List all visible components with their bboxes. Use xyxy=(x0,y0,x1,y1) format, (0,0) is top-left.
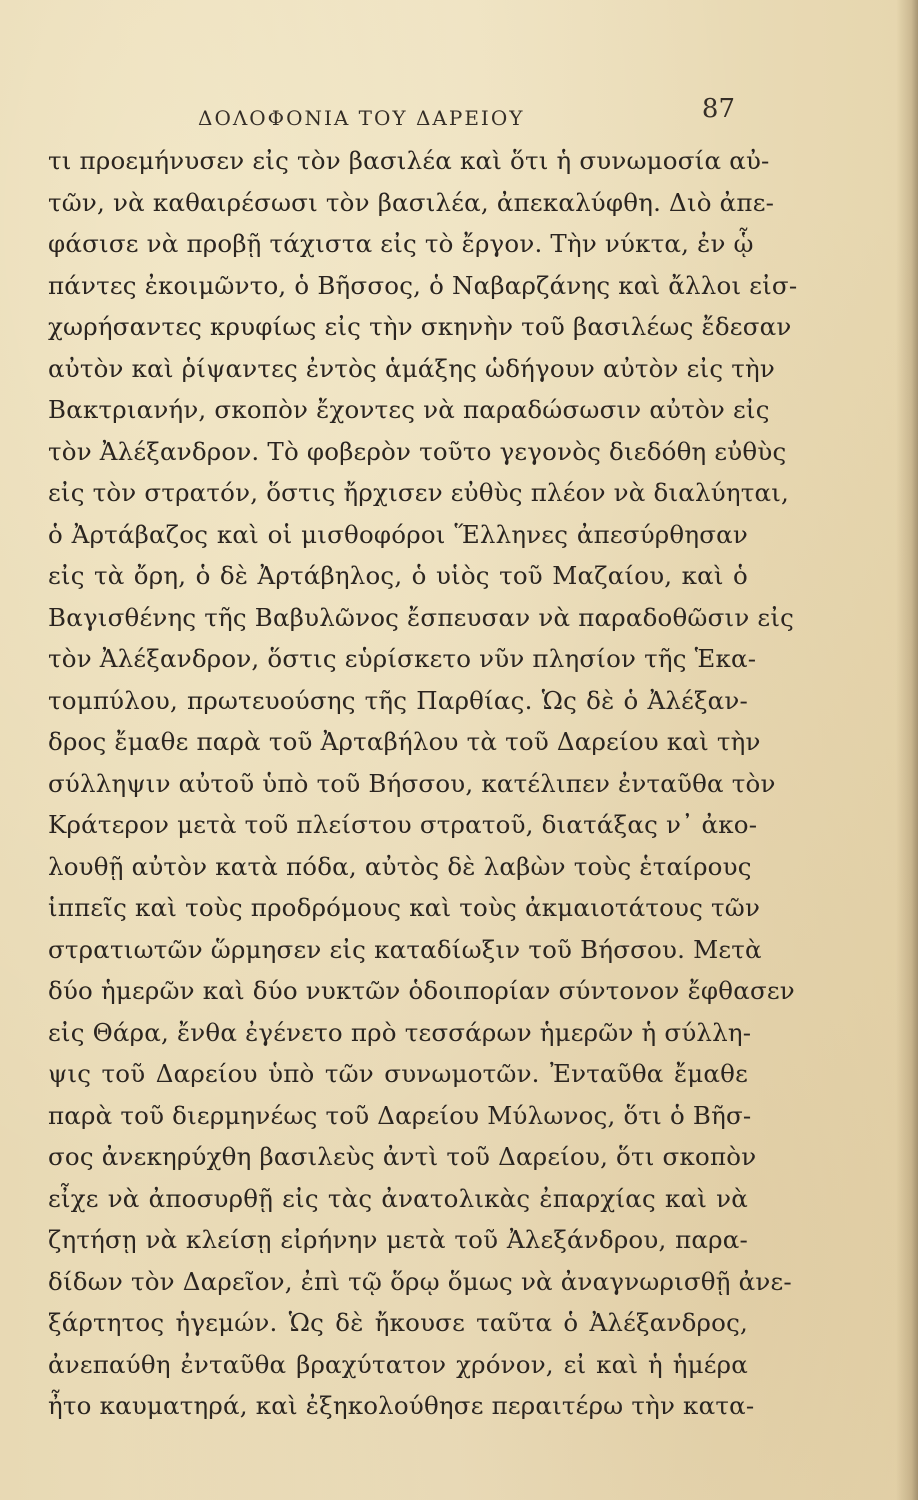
page-header xyxy=(180,94,735,140)
text-line: τῶν, νὰ καθαιρέσωσι τὸν βασιλέα, ἀπεκαλύφθη. Διὸ ἀπε- xyxy=(48,187,775,217)
page-number: 87 xyxy=(701,94,735,124)
text-line: ἀνεπαύθη ἐνταῦθα βραχύτατον χρόνον, εἰ καὶ ἡ ἡμέρα xyxy=(48,1349,748,1379)
text-line: λουθῇ αὐτὸν κατὰ πόδα, αὐτὸς δὲ λαβὼν τοὺς ἑταίρους xyxy=(48,851,752,881)
text-line: σύλληψιν αὐτοῦ ὑπὸ τοῦ Βήσσου, κατέλιπεν ἐνταῦθα τὸν xyxy=(48,768,776,798)
text-line: τὸν Ἀλέξανδρον, ὅστις εὑρίσκετο νῦν πλησίον τῆς Ἑκα- xyxy=(48,644,757,673)
text-line: Βαγισθένης τῆς Βαβυλῶνος ἔσπευσαν νὰ παραδοθῶσιν εἰς xyxy=(48,602,795,632)
text-line: εἰς τὸν στρατόν, ὅστις ἤρχισεν εὐθὺς πλέον νὰ διαλύηται, xyxy=(48,478,789,507)
text-line: δρος ἔμαθε παρὰ τοῦ Ἀρταβήλου τὰ τοῦ Δαρείου καὶ τὴν xyxy=(48,727,761,756)
text-line: εἰς Θάρα, ἔνθα ἐγένετο πρὸ τεσσάρων ἡμερῶν ἡ σύλλη- xyxy=(48,1017,752,1047)
text-line: ἦτο καυματηρά, καὶ ἐξηκολούθησε περαιτέρω τὴν κατα- xyxy=(48,1391,755,1420)
running-head: ΔΟΛΟΦΟΝΙΑ ΤΟΥ ΔΑΡΕΙΟΥ xyxy=(198,106,525,130)
text-line: παρὰ τοῦ διερμηνέως τοῦ Δαρείου Μύλωνος, ὅτι ὁ Βῆσ- xyxy=(48,1100,752,1130)
text-line: τὸν Ἀλέξανδρον. Τὸ φοβερὸν τοῦτο γεγονὸς διεδόθη εὐθὺς xyxy=(48,436,787,466)
text-line: ψις τοῦ Δαρείου ὑπὸ τῶν συνωμοτῶν. Ἐνταῦθα ἔμαθε xyxy=(48,1059,748,1088)
text-line: πάντες ἐκοιμῶντο, ὁ Βῆσσος, ὁ Ναβαρζάνης καὶ ἄλλοι εἰσ- xyxy=(48,270,798,300)
text-line: Κράτερον μετὰ τοῦ πλείστου στρατοῦ, διατάξας ν᾽ ἀκο- xyxy=(48,810,758,839)
text-line: δίδων τὸν Δαρεῖον, ἐπὶ τῷ ὅρῳ ὅμως νὰ ἀναγνωρισθῇ ἀνε- xyxy=(48,1266,792,1296)
text-line: χωρήσαντες κρυφίως εἰς τὴν σκηνὴν τοῦ βασιλέως ἔδεσαν xyxy=(48,312,792,341)
text-line: ζητήσῃ νὰ κλείσῃ εἰρήνην μετὰ τοῦ Ἀλεξάνδρου, παρα- xyxy=(48,1225,748,1254)
text-line: τι προεμήνυσεν εἰς τὸν βασιλέα καὶ ὅτι ἡ συνωμοσία αὐ- xyxy=(48,146,770,175)
body-text xyxy=(48,140,798,1427)
text-line: ἱππεῖς καὶ τοὺς προδρόμους καὶ τοὺς ἀκμαιοτάτους τῶν xyxy=(48,893,761,922)
text-line: εἶχε νὰ ἀποσυρθῇ εἰς τὰς ἀνατολικὰς ἐπαρχίας καὶ νὰ xyxy=(48,1183,748,1213)
text-line: εἰς τὰ ὄρη, ὁ δὲ Ἀρτάβηλος, ὁ υἱὸς τοῦ Μαζαίου, καὶ ὁ xyxy=(48,561,748,590)
text-line: δύο ἡμερῶν καὶ δύο νυκτῶν ὁδοιπορίαν σύντονον ἔφθασεν xyxy=(48,976,795,1005)
text-line: φάσισε νὰ προβῇ τάχιστα εἰς τὸ ἔργον. Τὴν νύκτα, ἐν ᾧ xyxy=(48,229,754,258)
text-line: ὁ Ἀρτάβαζος καὶ οἱ μισθοφόροι Ἕλληνες ἀπεσύρθησαν xyxy=(48,519,748,549)
text-line: Βακτριανήν, σκοπὸν ἔχοντες νὰ παραδώσωσιν αὐτὸν εἰς xyxy=(48,395,770,424)
text-line: τομπύλου, πρωτευούσης τῆς Παρθίας. Ὡς δὲ ὁ Ἀλέξαν- xyxy=(48,685,748,715)
page-edge-shadow xyxy=(896,0,918,1500)
text-line: αὐτὸν καὶ ῥίψαντες ἐντὸς ἁμάξης ὡδήγουν αὐτὸν εἰς τὴν xyxy=(48,353,775,383)
text-line: στρατιωτῶν ὥρμησεν εἰς καταδίωξιν τοῦ Βήσσου. Μετὰ xyxy=(48,934,762,964)
text-line: σος ἀνεκηρύχθη βασιλεὺς ἀντὶ τοῦ Δαρείου, ὅτι σκοπὸν xyxy=(48,1142,757,1171)
text-line: ξάρτητος ἡγεμών. Ὡς δὲ ἤκουσε ταῦτα ὁ Ἀλέξανδρος, xyxy=(48,1308,748,1337)
